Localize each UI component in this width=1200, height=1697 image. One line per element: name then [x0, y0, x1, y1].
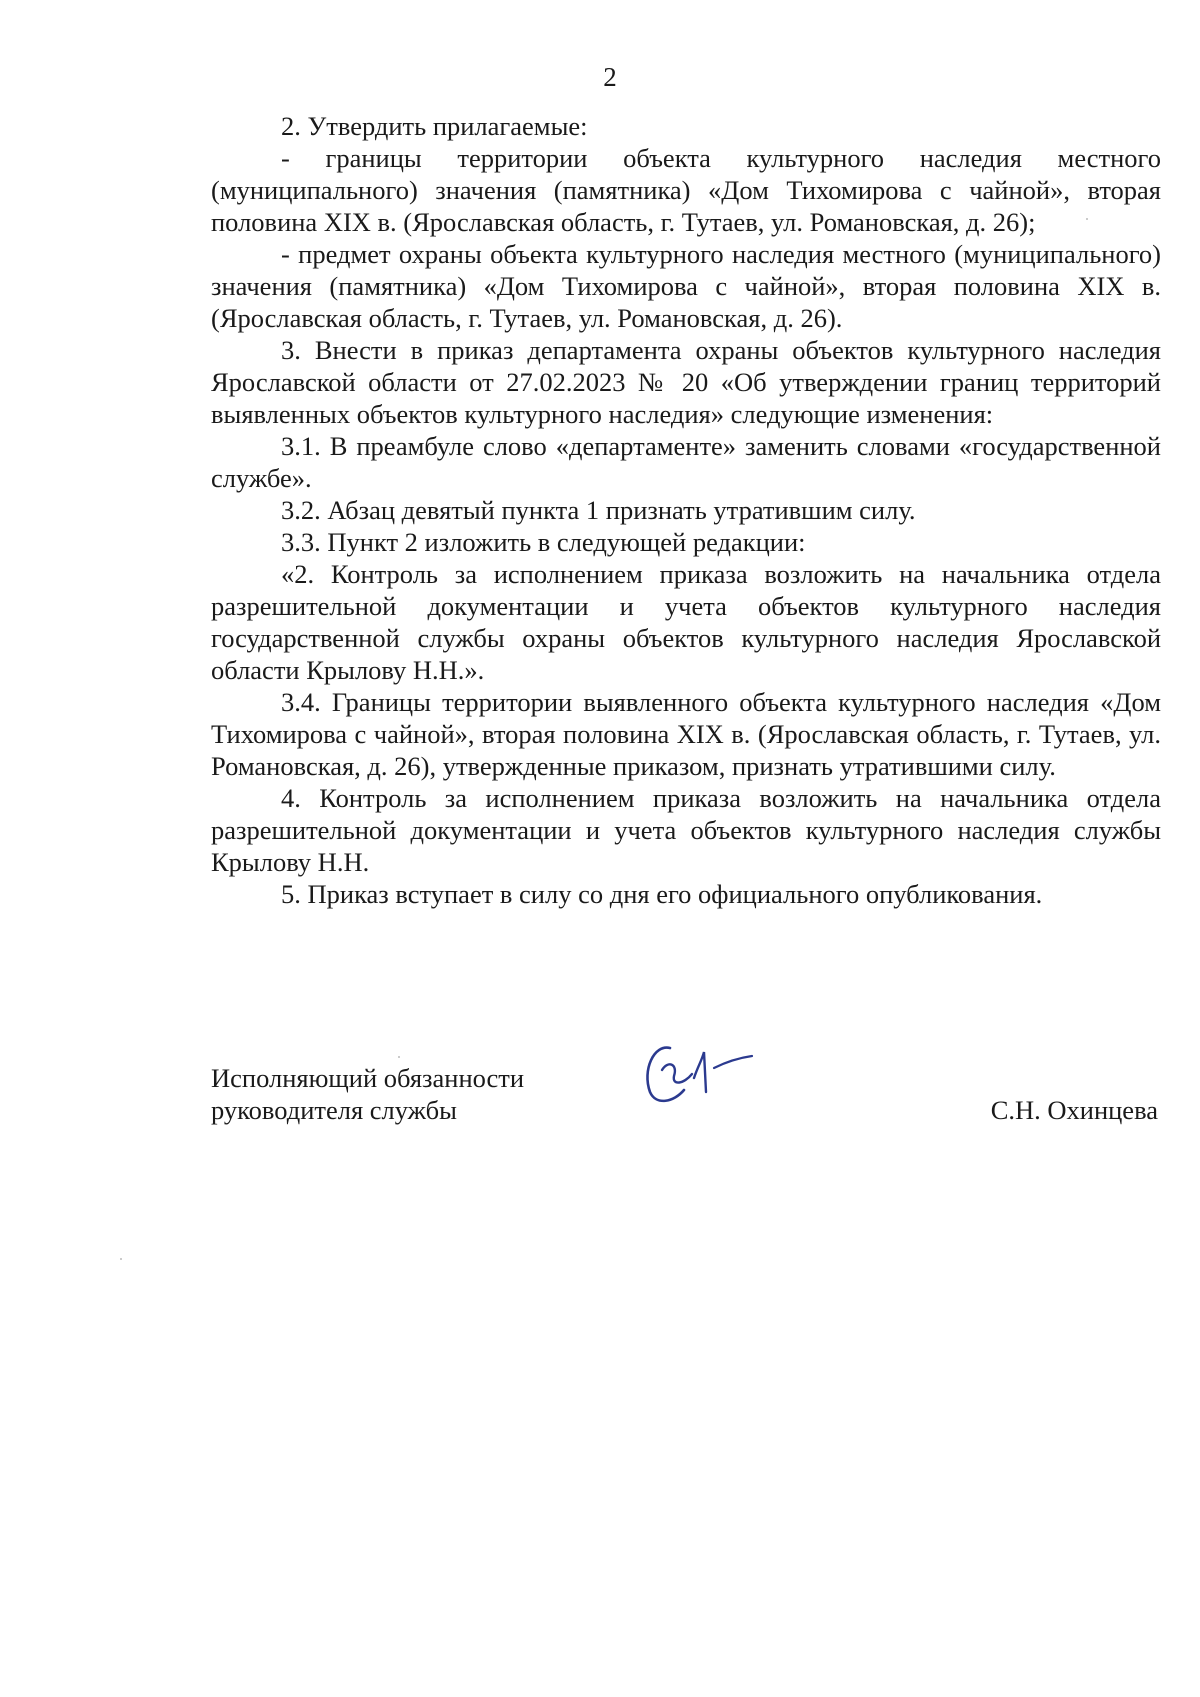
paragraph-item-3: 3. Внести в приказ департамента охраны объектов культурного наследия Ярославской области от 27.02.2023 № 20 «Об утверждении границ территорий выявленных объектов культурного наследия» следующие изменения:: [211, 335, 1161, 429]
document-body: [211, 110, 1161, 910]
paragraph-boundaries: - границы территории объекта культурного наследия местного (муниципального) значения (памятника) «Дом Тихомирова с чайной», вторая половина XIX в. (Ярославская область, г. Тутаев, ул. Романовская, д. 26);: [211, 143, 1161, 237]
paragraph-quoted-item-2: «2. Контроль за исполнением приказа возложить на начальника отдела разрешительной документации и учета объектов культурного наследия государственной службы охраны объектов культурного наследия Ярославской области Крылову Н.Н.».: [211, 559, 1161, 685]
signatory-title: [211, 1062, 524, 1126]
scan-speck: [1086, 218, 1088, 220]
scan-speck: [398, 1056, 400, 1058]
scan-speck: [120, 1258, 122, 1260]
paragraph-protection-subject: - предмет охраны объекта культурного наследия местного (муниципального) значения (памятника) «Дом Тихомирова с чайной», вторая половина XIX в. (Ярославская область, г. Тутаев, ул. Романовская, д. 26).: [211, 239, 1161, 333]
paragraph-item-2: 2. Утвердить прилагаемые:: [281, 111, 588, 141]
signatory-title-line-2: руководителя службы: [211, 1095, 457, 1125]
signatory-title-line-1: Исполняющий обязанности: [211, 1063, 525, 1093]
paragraph-item-5: 5. Приказ вступает в силу со дня его официального опубликования.: [281, 879, 1043, 909]
paragraph-item-4: 4. Контроль за исполнением приказа возложить на начальника отдела разрешительной документации и учета объектов культурного наследия службы Крылову Н.Н.: [211, 783, 1161, 877]
signatory-name: С.Н. Охинцева: [990, 1095, 1158, 1125]
paragraph-item-3-2: 3.2. Абзац девятый пункта 1 признать утратившим силу.: [281, 495, 916, 525]
paragraph-item-3-4: 3.4. Границы территории выявленного объекта культурного наследия «Дом Тихомирова с чайной», вторая половина XIX в. (Ярославская область, г. Тутаев, ул. Романовская, д. 26), утвержденные приказом, признать утратившими силу.: [211, 687, 1161, 781]
paragraph-item-3-3: 3.3. Пункт 2 изложить в следующей редакции:: [281, 527, 806, 557]
page-number: 2: [603, 62, 617, 92]
handwritten-signature: [640, 1030, 760, 1120]
paragraph-item-3-1: 3.1. В преамбуле слово «департаменте» заменить словами «государственной службе».: [211, 431, 1161, 493]
